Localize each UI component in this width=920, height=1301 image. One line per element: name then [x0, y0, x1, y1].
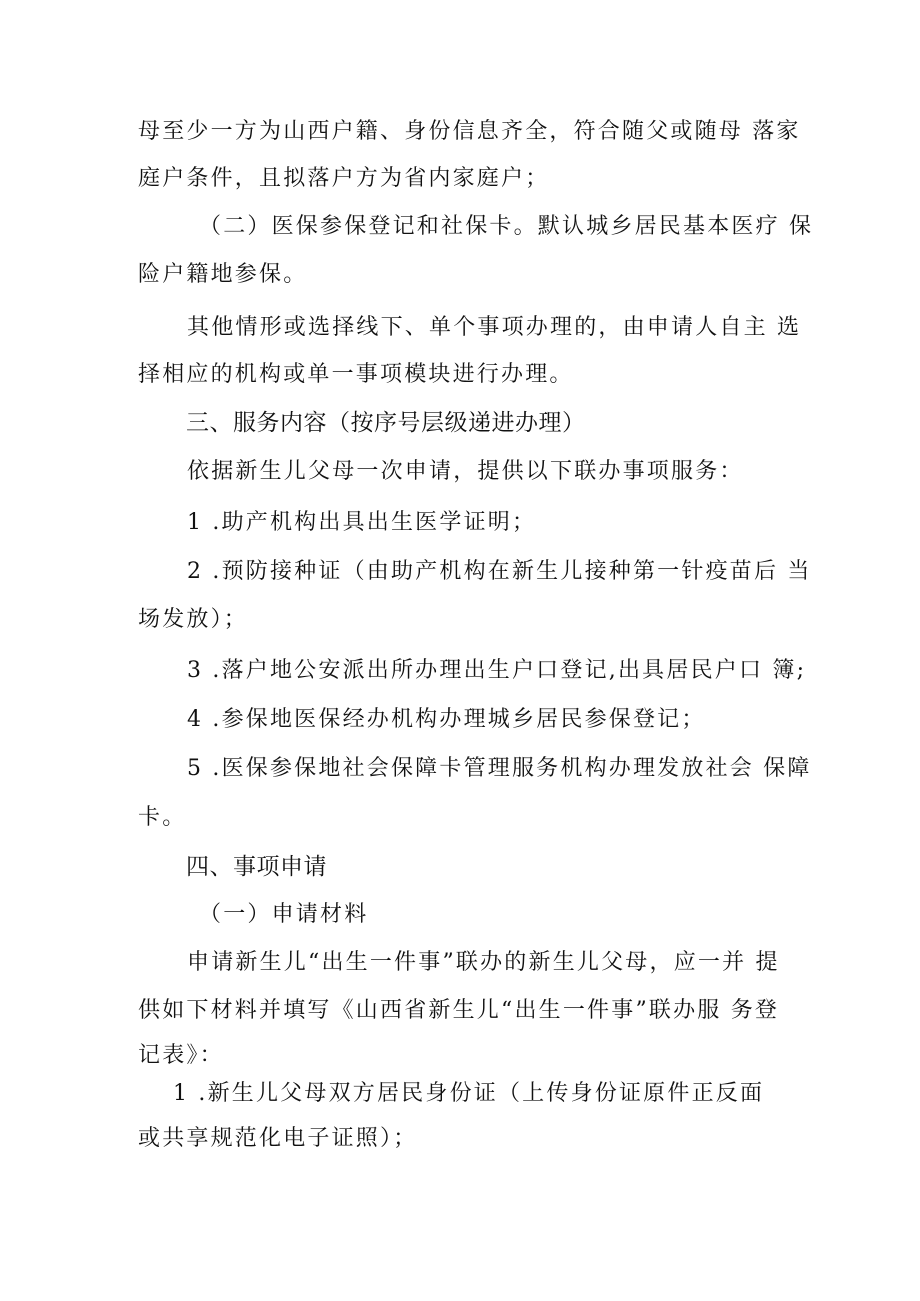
list-item-continuation: 场发放）； — [138, 607, 249, 632]
paragraph-line: 申请新生儿“出生一件事”联办的新生儿父母，应一并 提 — [187, 950, 780, 975]
list-item: 5 .医保参保地社会保障卡管理服务机构办理发放社会 保障 — [187, 756, 812, 781]
paragraph-line: 依据新生儿父母一次申请，提供以下联办事项服务： — [187, 459, 744, 484]
section-heading: 三、服务内容（按序号层级递进办理） — [186, 410, 586, 436]
paragraph-line: 供如下材料并填写《山西省新生儿“出生一件事”联办服 务登 — [138, 998, 780, 1023]
subsection-heading: （一）申请材料 — [199, 902, 369, 927]
list-item-continuation: 或共享规范化电子证照）； — [138, 1126, 418, 1151]
list-item: 4 .参保地医保经办机构办理城乡居民参保登记； — [187, 707, 706, 732]
list-item: 1 .助产机构出具出生医学证明； — [187, 510, 537, 535]
list-item-continuation: 卡。 — [138, 805, 187, 830]
section-heading: 四、事项申请 — [186, 854, 327, 880]
paragraph-line: 母至少一方为山西户籍、身份信息齐全，符合随父或随母 落家 — [138, 119, 801, 144]
paragraph-line: （二）医保参保登记和社保卡。默认城乡居民基本医疗 保 — [199, 214, 814, 239]
list-item: 1 .新生儿父母双方居民身份证（上传身份证原件正反面 — [173, 1081, 765, 1106]
paragraph-line: 记表》： — [138, 1043, 224, 1068]
list-item: 2 .预防接种证（由助产机构在新生儿接种第一针疫苗后 当 — [187, 559, 812, 584]
paragraph-line: 其他情形或选择线下、单个事项办理的，由申请人自主 选 — [187, 315, 802, 340]
paragraph-line: 择相应的机构或单一事项模块进行办理。 — [138, 362, 574, 387]
list-item: 3 .落户地公安派出所办理出生户口登记,出具居民户口 簿; — [187, 658, 807, 683]
paragraph-line: 险户籍地参保。 — [138, 262, 308, 287]
paragraph-line: 庭户条件，且拟落户方为省内家庭户； — [138, 166, 550, 191]
